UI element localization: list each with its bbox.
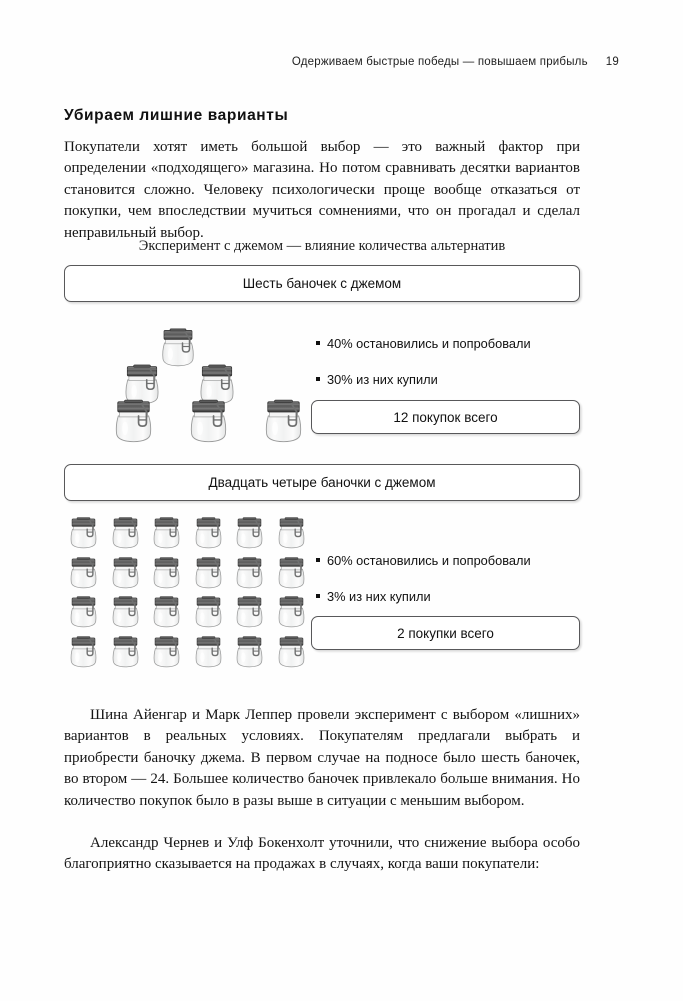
jam-jar-icon [68,556,99,589]
jam-jar-icon [193,635,224,668]
paragraph-intro: Покупатели хотят иметь большой выбор — это важный фактор при определении «подходящего» магазина. Но потом сравнивать десятки вариантов становится сложно. Человеку психологически проще вообще отказаться от покупки, чем впоследствии мучиться сомнениями, что он прогадал и сделал неправильный выбор. [64,139,580,241]
jam-jar-icon [159,327,197,367]
group-header-twentyfour-jars: Двадцать четыре баночки с джемом [64,464,580,501]
list-item [316,336,531,351]
list-item-label: 3% из них купили [327,589,431,604]
square-bullet-icon [316,341,320,345]
group-header-six-jars: Шесть баночек с джемом [64,265,580,302]
jam-jar-icon [193,516,224,549]
jam-jar-icon [151,635,182,668]
jam-jar-icon [262,398,305,443]
square-bullet-icon [316,558,320,562]
jam-jar-icon [234,556,265,589]
jam-jar-icon [68,595,99,628]
jam-jar-icon [234,635,265,668]
figure-caption: Эксперимент с джемом — влияние количества альтернатив [138,238,506,254]
result-box-twentyfour-jars: 2 покупки всего [311,616,580,650]
jam-jar-icon [110,556,141,589]
list-item-label: 60% остановились и попробовали [327,553,531,568]
running-head-title: Одерживаем быстрые победы — повышаем прибыль [291,56,588,68]
jam-jar-icon [234,595,265,628]
running-head [64,56,619,74]
paragraph-conclusion: Александр Чернев и Улф Бокенхолт уточнили, что снижение выбора особо благоприятно сказывается на продажах в случаях, когда ваши покупатели: [64,835,580,873]
jam-jar-icon [68,516,99,549]
square-bullet-icon [316,377,320,381]
page-title: Убираем лишние варианты [64,106,289,124]
result-box-six-jars: 12 покупок всего [311,400,580,434]
jam-jar-icon [187,398,230,443]
jam-jar-icon [193,556,224,589]
list-item [316,553,531,568]
page-number: 19 [605,56,619,68]
jam-jar-icon [276,595,307,628]
jam-jar-icon [110,635,141,668]
jam-jar-icon [151,556,182,589]
list-item [316,372,438,387]
list-item-label: 40% остановились и попробовали [327,336,531,351]
jam-jar-icon [234,516,265,549]
list-item-label: 30% из них купили [327,372,438,387]
jam-jar-icon [112,398,155,443]
list-item [316,589,431,604]
paragraph-experiment: Шина Айенгар и Марк Леппер провели эксперимент с выбором «лишних» вариантов в реальных условиях. Покупателям предлагали выбрать и приобрести баночку джема. В первом случае на подносе было шесть баночек, во втором — 24. Большее количество баночек привлекало больше внимания. Но количество покупок было в разы выше в ситуации с меньшим выбором. [64,707,580,809]
square-bullet-icon [316,594,320,598]
jam-jar-icon [151,595,182,628]
jam-jar-icon [110,595,141,628]
jam-jar-icon [68,635,99,668]
jam-jar-icon [276,516,307,549]
jam-jar-icon [276,635,307,668]
jam-jar-icon [151,516,182,549]
jam-jar-icon [193,595,224,628]
jam-jar-icon [110,516,141,549]
jam-jar-icon [276,556,307,589]
